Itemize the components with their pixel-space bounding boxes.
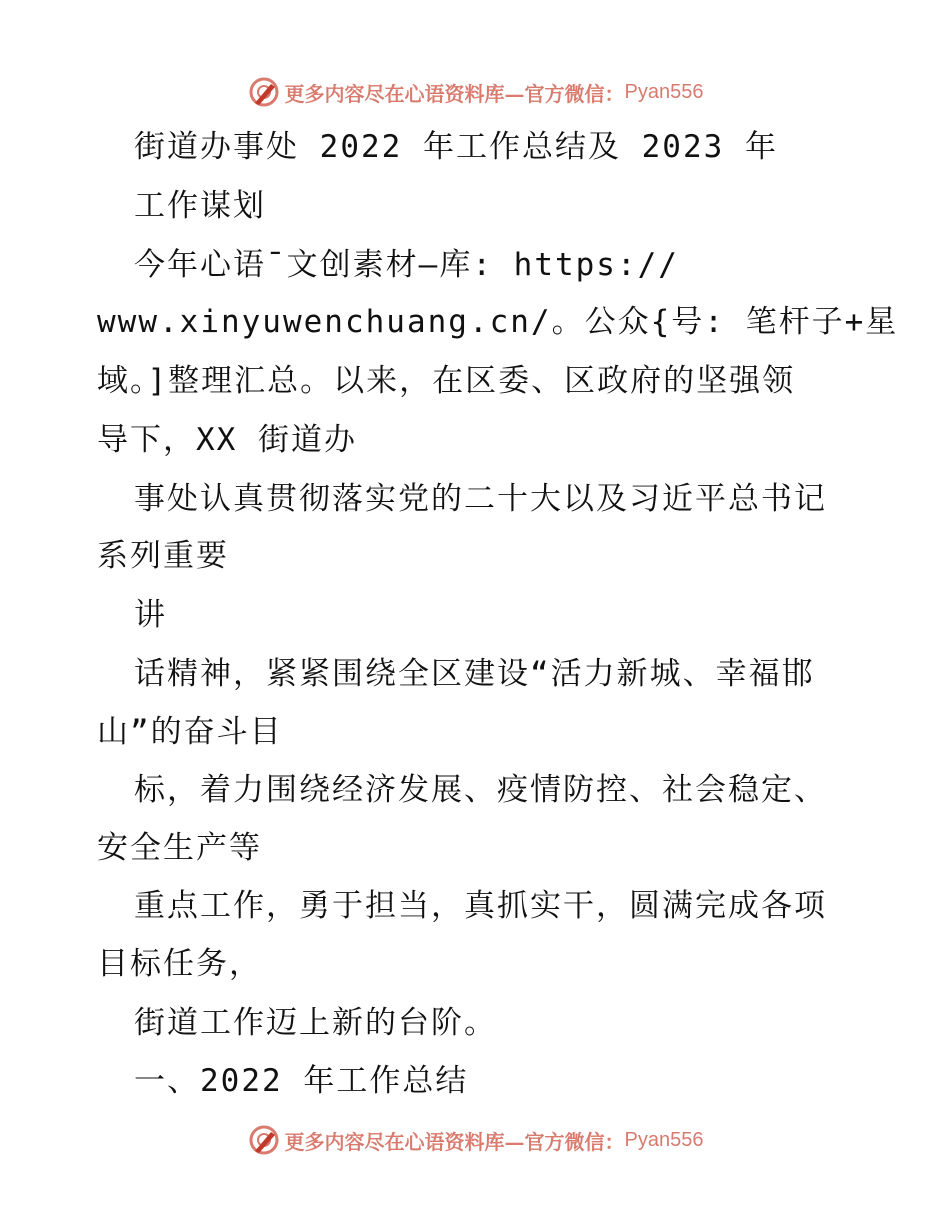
doc-line: 街道工作迈上新的台阶。 bbox=[134, 1005, 497, 1041]
doc-line: 重点工作，勇于担当，真抓实干，圆满完成各项 bbox=[134, 888, 827, 924]
header-watermark bbox=[0, 72, 950, 112]
doc-section-heading: 一、2022 年工作总结 bbox=[134, 1063, 469, 1099]
doc-line: 山”的奋斗目 bbox=[97, 714, 283, 750]
doc-line: 安全生产等 bbox=[97, 830, 262, 866]
doc-line: 话精神，紧紧围绕全区建设“活力新城、幸福邯 bbox=[134, 656, 815, 692]
pen-logo-icon bbox=[247, 75, 281, 109]
watermark-contact: Pyan556 bbox=[624, 80, 704, 103]
doc-title-line-1: 街道办事处 2022 年工作总结及 2023 年 bbox=[134, 129, 778, 165]
watermark-text: 更多内容尽在心语资料库—官方微信： bbox=[284, 81, 625, 106]
doc-line: 今年心语¯文创素材—库: https:// bbox=[134, 247, 679, 283]
doc-line: 标，着力围绕经济发展、疫情防控、社会稳定、 bbox=[134, 772, 827, 808]
doc-line: 讲 bbox=[134, 597, 167, 633]
doc-line: 域。]整理汇总。以来，在区委、区政府的坚强领 bbox=[97, 363, 796, 399]
doc-line: 导下，XX 街道办 bbox=[97, 422, 357, 458]
doc-line: 目标任务， bbox=[97, 946, 262, 982]
doc-title-line-2: 工作谋划 bbox=[134, 188, 266, 224]
doc-line: 事处认真贯彻落实党的二十大以及习近平总书记 bbox=[134, 481, 827, 517]
watermark-contact: Pyan556 bbox=[624, 1128, 704, 1151]
doc-line: www.xinyuwenchuang.cn/。公众{号: 笔杆子+星 bbox=[97, 304, 899, 340]
pen-logo-icon bbox=[247, 1123, 281, 1157]
footer-watermark bbox=[0, 1120, 950, 1160]
watermark-text: 更多内容尽在心语资料库—官方微信： bbox=[284, 1129, 625, 1154]
doc-line: 系列重要 bbox=[97, 538, 229, 574]
